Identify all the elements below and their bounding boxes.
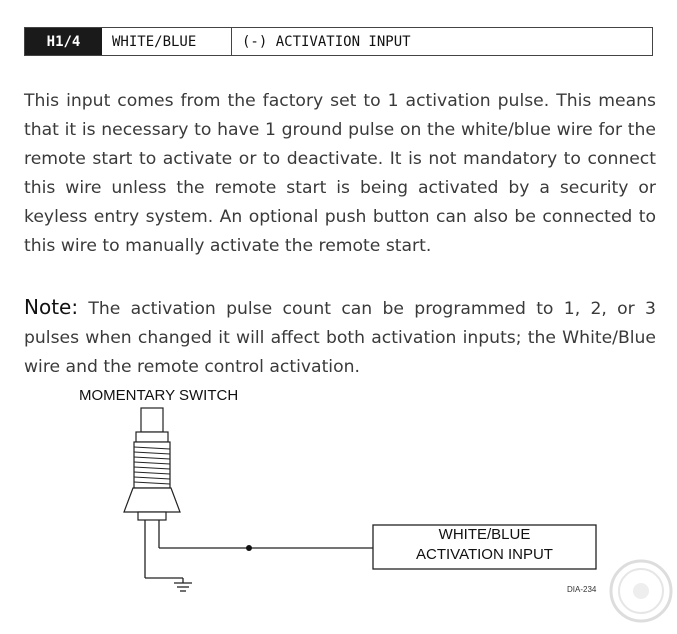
box-label-line1: WHITE/BLUE bbox=[438, 526, 531, 543]
switch-nut bbox=[124, 488, 180, 512]
diagram-code: DIA-234 bbox=[567, 585, 597, 594]
wire-color: WHITE/BLUE bbox=[102, 28, 232, 55]
pin-code: H1/4 bbox=[25, 28, 102, 55]
watermark-seal bbox=[608, 558, 674, 624]
wire-function: (-) ACTIVATION INPUT bbox=[242, 33, 411, 50]
switch-label: MOMENTARY SWITCH bbox=[79, 387, 239, 404]
note-text: The activation pulse count can be programmed to 1, 2, or 3 pulses when changed it will affect both activation inputs; the White/Blue wire and the remote control activation. bbox=[24, 299, 656, 377]
description-paragraph: This input comes from the factory set to 1 activation pulse. This means that it is necessary to have 1 ground pulse on the white/blue wire for the remote start to activate or to deactivate. It is not mandatory to connect this wire unless the remote start is being activated by a security or keyless entry system. An optional push button can also be connected to this wire to manually activate the remote start. bbox=[24, 91, 656, 256]
switch-cap bbox=[141, 408, 163, 432]
switch-base bbox=[138, 512, 166, 520]
wire-junction-dot bbox=[246, 545, 252, 551]
switch-collar bbox=[136, 432, 168, 442]
note-label: Note: bbox=[24, 295, 79, 319]
box-label-line2: ACTIVATION INPUT bbox=[416, 546, 553, 563]
